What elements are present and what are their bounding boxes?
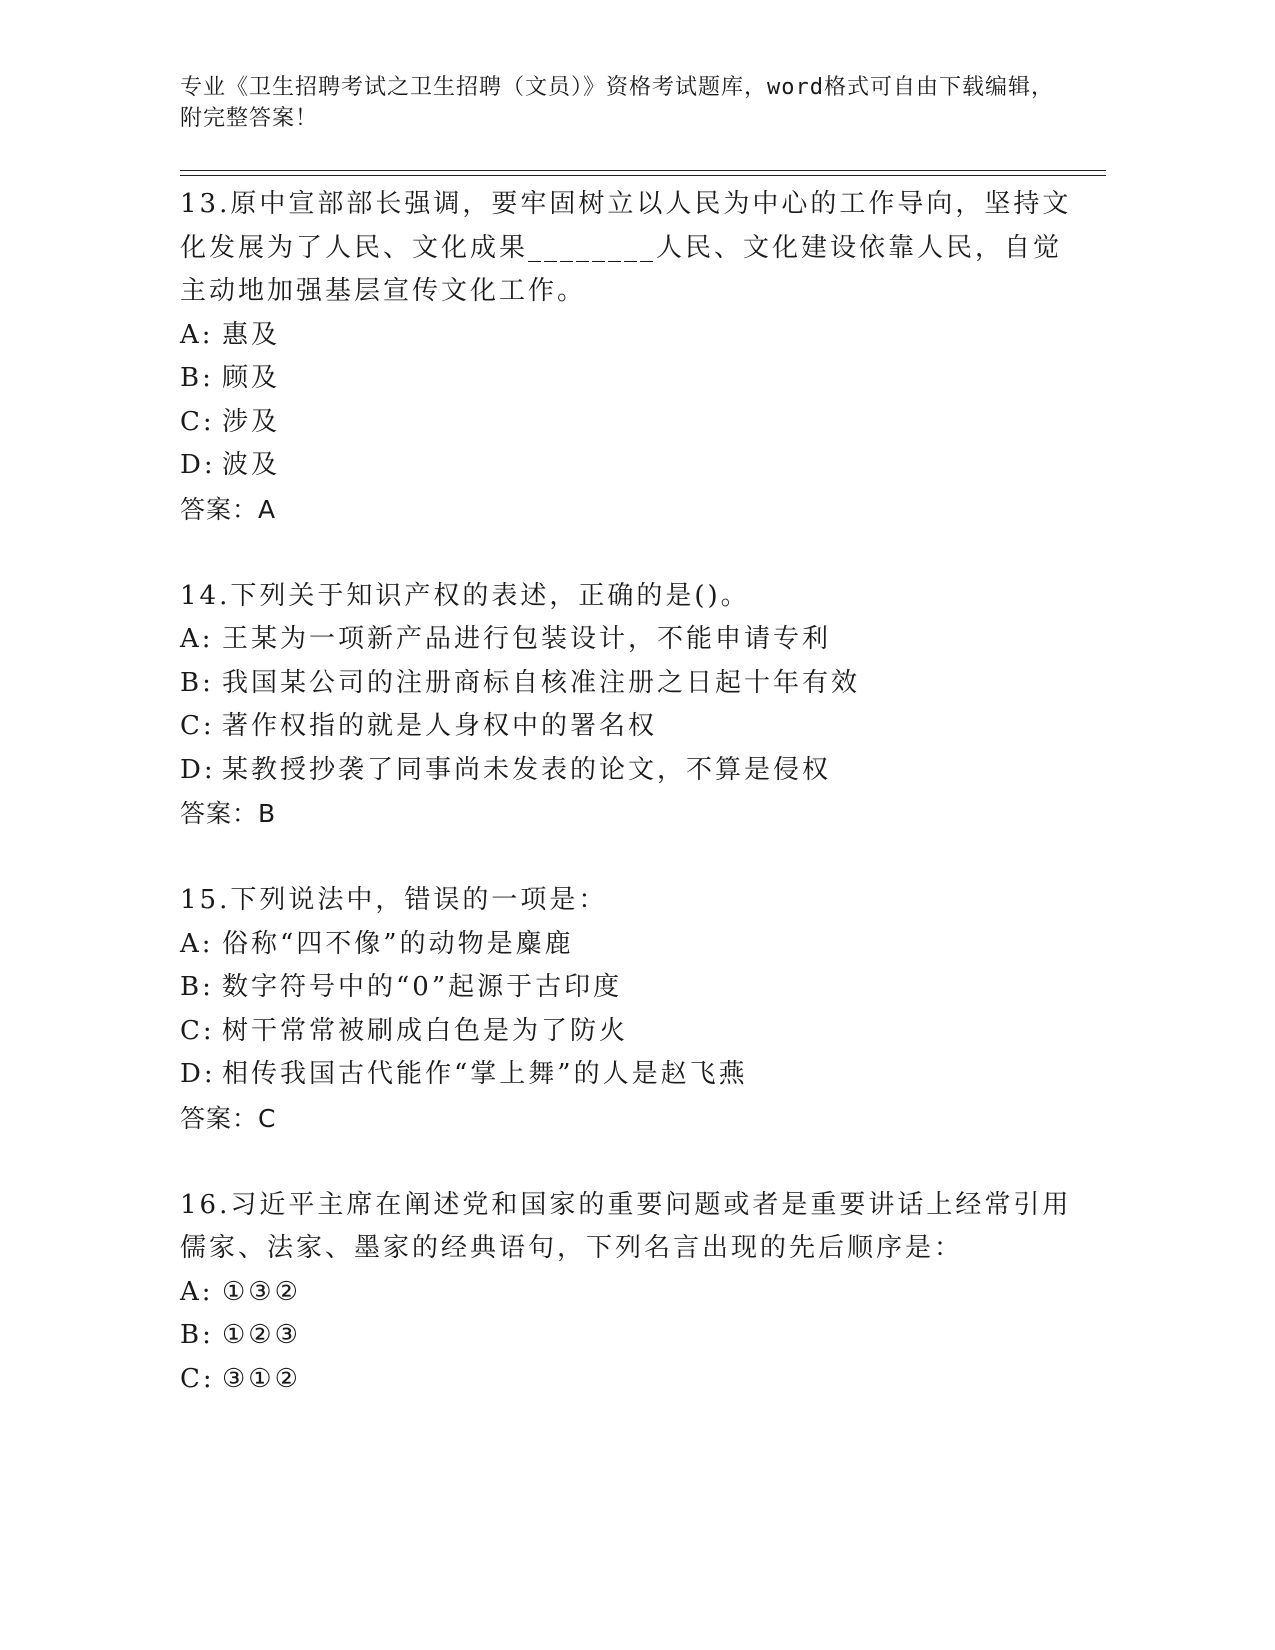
option-key: A: xyxy=(180,1276,214,1307)
option-text: 涉及 xyxy=(222,406,281,437)
answer-label: 答案：A xyxy=(180,494,277,524)
option-text: 某教授抄袭了同事尚未发表的论文，不算是侵权 xyxy=(222,754,832,785)
option-text: 王某为一项新产品进行包装设计，不能申请专利 xyxy=(222,624,832,654)
option-d xyxy=(180,1053,1080,1097)
question-15 xyxy=(180,879,1080,1140)
question-stem: 13.原中宣部部长强调，要牢固树立以人民为中心的工作导向，坚持文化发展为了人民、文化成果________人民、文化建设依靠人民，自觉主动地加强基层宣传文化工作。 xyxy=(180,189,1072,306)
option-key: C: xyxy=(180,1015,215,1046)
header-divider-bottom xyxy=(180,175,1106,176)
option-b xyxy=(180,357,1080,401)
option-key: B: xyxy=(180,1320,214,1350)
option-text: 我国某公司的注册商标自核准注册之日起十年有效 xyxy=(222,667,861,698)
option-text: 顾及 xyxy=(222,363,281,393)
option-text: 数字符号中的“0”起源于古印度 xyxy=(222,972,623,1002)
option-text: ③①② xyxy=(222,1363,301,1394)
option-b xyxy=(180,1314,1080,1358)
question-stem: 14.下列关于知识产权的表述，正确的是()。 xyxy=(180,580,750,611)
question-stem: 15.下列说法中，错误的一项是： xyxy=(180,885,608,915)
option-key: A: xyxy=(180,928,214,959)
document-header: 专业《卫生招聘考试之卫生招聘（文员）》资格考试题库，word格式可自由下载编辑，附完整答案！ xyxy=(180,75,1054,131)
option-a xyxy=(180,1271,1080,1315)
option-text: ①②③ xyxy=(222,1320,301,1350)
question-stem: 16.习近平主席在阐述党和国家的重要问题或者是重要讲话上经常引用儒家、法家、墨家的经典语句，下列名言出现的先后顺序是： xyxy=(180,1189,1072,1263)
option-key: A: xyxy=(180,624,214,654)
header-divider-top xyxy=(180,170,1106,171)
option-text: 树干常常被刷成白色是为了防火 xyxy=(222,1015,629,1046)
option-key: B: xyxy=(180,363,214,393)
answer-label: 答案：B xyxy=(180,799,277,828)
option-a xyxy=(180,618,1080,662)
question-16 xyxy=(180,1184,1080,1402)
option-b xyxy=(180,966,1080,1010)
option-d xyxy=(180,749,1080,793)
option-text: 著作权指的就是人身权中的署名权 xyxy=(222,711,658,741)
option-key: B: xyxy=(180,972,214,1002)
option-text: 波及 xyxy=(222,450,281,480)
answer-label: 答案：C xyxy=(180,1103,277,1133)
option-key: D: xyxy=(180,450,216,480)
option-c xyxy=(180,1358,1080,1402)
option-text: ①③② xyxy=(222,1276,301,1307)
question-list xyxy=(180,183,1080,1445)
option-text: 俗称“四不像”的动物是麋鹿 xyxy=(222,928,574,959)
option-key: C: xyxy=(180,711,215,741)
option-b xyxy=(180,662,1080,706)
option-key: A: xyxy=(180,319,214,350)
option-c xyxy=(180,401,1080,445)
option-key: C: xyxy=(180,406,215,437)
option-key: C: xyxy=(180,1363,215,1394)
option-c xyxy=(180,1010,1080,1054)
option-text: 相传我国古代能作“掌上舞”的人是赵飞燕 xyxy=(222,1059,748,1089)
option-text: 惠及 xyxy=(222,319,281,350)
option-key: D: xyxy=(180,1059,216,1089)
option-a xyxy=(180,923,1080,967)
option-a xyxy=(180,314,1080,358)
option-c xyxy=(180,705,1080,749)
option-key: D: xyxy=(180,754,216,785)
question-13 xyxy=(180,183,1080,531)
question-14 xyxy=(180,575,1080,836)
option-key: B: xyxy=(180,667,214,698)
option-d xyxy=(180,444,1080,488)
